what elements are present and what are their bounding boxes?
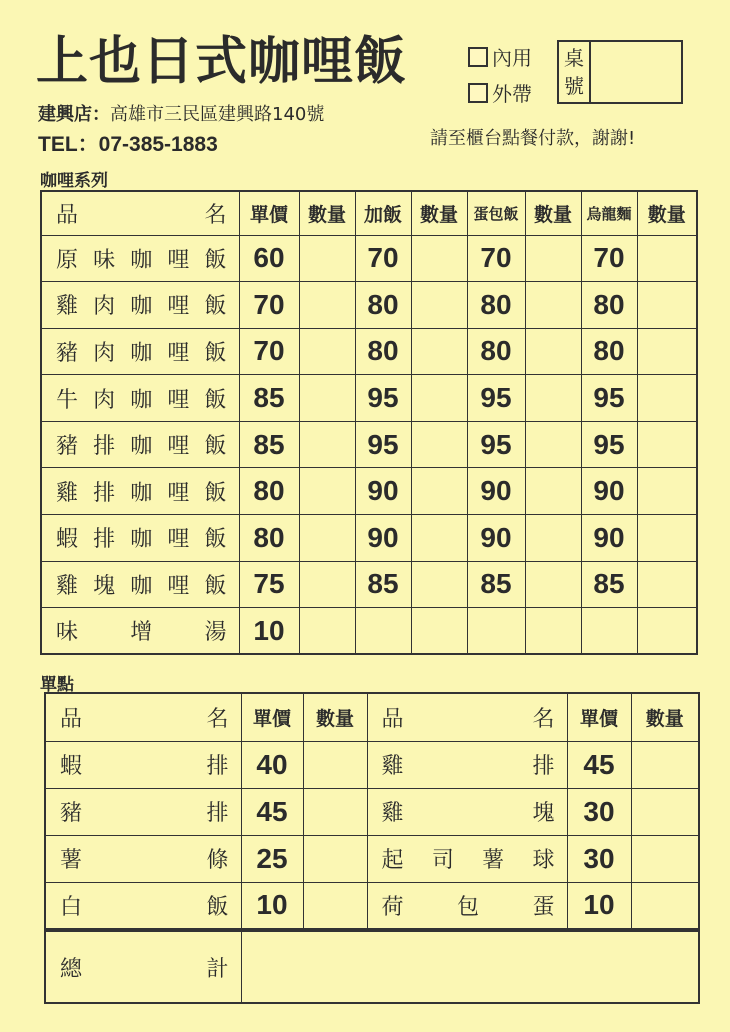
curry-header-1: 單價: [239, 191, 299, 235]
name-char: 哩: [167, 247, 190, 273]
table-number-label: 桌號: [559, 42, 591, 102]
curry-quantity-field[interactable]: [637, 421, 697, 468]
name-char: 包: [456, 894, 479, 920]
curry-price-omurice: 85: [467, 561, 525, 608]
curry-quantity-field[interactable]: [525, 421, 581, 468]
curry-item-name: [41, 468, 239, 515]
curry-quantity-field[interactable]: [525, 235, 581, 282]
curry-quantity-field[interactable]: [525, 375, 581, 422]
curry-quantity-field[interactable]: [411, 375, 467, 422]
name-char: 塊: [93, 573, 116, 599]
table-row: [41, 375, 697, 422]
table-row: [41, 421, 697, 468]
curry-item-name: [41, 375, 239, 422]
curry-quantity-field[interactable]: [525, 515, 581, 562]
curry-price-add-rice: 90: [355, 468, 411, 515]
name-char: 哩: [167, 527, 190, 553]
curry-header-6: 數量: [525, 191, 581, 235]
curry-quantity-field[interactable]: [411, 328, 467, 375]
single-item-price: 10: [567, 882, 631, 929]
name-char: 排: [93, 434, 116, 460]
name-char: 計: [206, 956, 229, 982]
curry-item-name: [41, 328, 239, 375]
name-char: 蛋: [532, 894, 555, 920]
curry-price-add-rice: 70: [355, 235, 411, 282]
curry-price-base: 80: [239, 515, 299, 562]
curry-quantity-field[interactable]: [299, 608, 355, 655]
curry-price-base: 70: [239, 328, 299, 375]
name-char: 飯: [204, 294, 227, 320]
curry-menu-table: [40, 190, 698, 655]
name-char: 雞: [56, 480, 79, 506]
single-header-2: 數量: [303, 693, 367, 741]
curry-price-udon: 95: [581, 421, 637, 468]
single-header-1: 單價: [241, 693, 303, 741]
single-item-name: [367, 788, 567, 835]
name-char: 飯: [204, 387, 227, 413]
curry-price-udon: 90: [581, 515, 637, 562]
curry-quantity-field[interactable]: [411, 561, 467, 608]
curry-quantity-field[interactable]: [299, 375, 355, 422]
curry-item-name-text: [42, 383, 239, 414]
single-item-name-text: [368, 890, 567, 921]
single-header-name-text: [46, 702, 241, 733]
dine-in-checkbox[interactable]: [468, 47, 488, 67]
takeout-checkbox[interactable]: [468, 83, 488, 103]
curry-price-add-rice: 85: [355, 561, 411, 608]
curry-price-add-rice: [355, 608, 411, 655]
curry-quantity-field[interactable]: [299, 468, 355, 515]
curry-price-udon: 85: [581, 561, 637, 608]
curry-price-omurice: 80: [467, 328, 525, 375]
single-item-price: 30: [567, 835, 631, 882]
curry-quantity-field[interactable]: [299, 561, 355, 608]
curry-quantity-field[interactable]: [299, 282, 355, 329]
curry-quantity-field[interactable]: [299, 515, 355, 562]
name-char: 味: [93, 247, 116, 273]
payment-notice: 請至櫃台點餐付款，謝謝!: [430, 128, 636, 149]
total-value-field[interactable]: [241, 931, 699, 1003]
name-char: 咖: [130, 294, 153, 320]
name-char: 味: [56, 620, 79, 646]
curry-price-udon: [581, 608, 637, 655]
single-menu-table: [44, 692, 700, 930]
curry-price-add-rice: 80: [355, 282, 411, 329]
name-char: 飯: [204, 480, 227, 506]
name-char: 雞: [381, 754, 404, 779]
name-char: 咖: [130, 527, 153, 553]
curry-item-name: [41, 561, 239, 608]
curry-item-name: [41, 421, 239, 468]
single-item-name: [367, 882, 567, 929]
curry-price-base: 85: [239, 375, 299, 422]
single-item-name: [45, 835, 241, 882]
name-char: 飯: [204, 434, 227, 460]
name-char: 咖: [130, 247, 153, 273]
name-char: 排: [93, 527, 116, 553]
single-item-price: 10: [241, 882, 303, 929]
name-char: 豬: [56, 340, 79, 366]
curry-item-name: [41, 608, 239, 655]
curry-price-omurice: 80: [467, 282, 525, 329]
single-item-name-text: [46, 843, 241, 874]
curry-price-udon: 80: [581, 282, 637, 329]
single-item-price: 25: [241, 835, 303, 882]
curry-quantity-field[interactable]: [637, 235, 697, 282]
single-section-title: 單點: [40, 675, 74, 695]
curry-price-add-rice: 80: [355, 328, 411, 375]
name-char: 司: [431, 848, 454, 873]
name-char: 名: [206, 706, 229, 732]
name-char: 豬: [60, 801, 83, 826]
name-char: 咖: [130, 573, 153, 599]
curry-item-name: [41, 235, 239, 282]
curry-quantity-field[interactable]: [637, 282, 697, 329]
curry-price-omurice: 90: [467, 515, 525, 562]
name-char: 球: [532, 848, 555, 873]
name-char: 雞: [381, 801, 404, 826]
curry-quantity-field[interactable]: [637, 328, 697, 375]
single-item-name: [45, 882, 241, 929]
curry-price-udon: 95: [581, 375, 637, 422]
table-row: [45, 882, 699, 929]
single-item-name-text: [368, 843, 567, 874]
table-row: [41, 468, 697, 515]
curry-price-add-rice: 95: [355, 375, 411, 422]
name-char: 品: [60, 706, 83, 732]
curry-quantity-field[interactable]: [637, 561, 697, 608]
total-table: [44, 930, 700, 1004]
table-row: [41, 608, 697, 655]
name-char: 飯: [204, 573, 227, 599]
curry-price-base: 70: [239, 282, 299, 329]
curry-header-5: 蛋包飯: [467, 191, 525, 235]
single-header-name: [367, 693, 567, 741]
single-quantity-field[interactable]: [303, 741, 367, 788]
name-char: 飯: [204, 247, 227, 273]
curry-item-name: [41, 515, 239, 562]
curry-item-name-text: [42, 243, 239, 274]
name-char: 白: [60, 894, 83, 920]
single-item-name-text: [46, 749, 241, 780]
takeout-option[interactable]: [468, 78, 532, 107]
curry-quantity-field[interactable]: [637, 375, 697, 422]
single-item-price: 30: [567, 788, 631, 835]
table-row: [41, 235, 697, 282]
curry-header-4: 數量: [411, 191, 467, 235]
single-item-name-text: [46, 796, 241, 827]
curry-quantity-field[interactable]: [299, 421, 355, 468]
name-char: 哩: [167, 387, 190, 413]
curry-header-8: 數量: [637, 191, 697, 235]
curry-price-base: 10: [239, 608, 299, 655]
name-char: 總: [60, 956, 83, 982]
name-char: 名: [204, 202, 227, 228]
dine-in-label: 內用: [492, 46, 532, 70]
single-header-name-text: [368, 702, 567, 733]
name-char: 哩: [167, 294, 190, 320]
store-address-text: 高雄市三民區建興路140號: [110, 104, 325, 125]
single-item-name: [367, 741, 567, 788]
total-label: [46, 952, 241, 983]
name-char: 哩: [167, 340, 190, 366]
table-row: [41, 561, 697, 608]
name-char: 排: [206, 754, 229, 779]
single-item-name: [45, 788, 241, 835]
total-label-cell: [45, 931, 241, 1003]
name-char: 咖: [130, 480, 153, 506]
curry-price-base: 80: [239, 468, 299, 515]
single-item-name: [45, 741, 241, 788]
name-char: 咖: [130, 434, 153, 460]
curry-item-name-text: [42, 429, 239, 460]
single-header-5: 數量: [631, 693, 699, 741]
curry-price-omurice: 70: [467, 235, 525, 282]
curry-item-name-text: [42, 569, 239, 600]
name-char: 起: [381, 848, 404, 873]
curry-header-name-text: [42, 198, 239, 229]
curry-price-add-rice: 90: [355, 515, 411, 562]
name-char: 牛: [56, 387, 79, 413]
name-char: 肉: [93, 387, 116, 413]
curry-section-title: 咖哩系列: [40, 171, 108, 191]
curry-quantity-field[interactable]: [525, 282, 581, 329]
table-row: [45, 741, 699, 788]
single-header-name: [45, 693, 241, 741]
dine-in-option[interactable]: [468, 42, 532, 71]
name-char: 蝦: [60, 754, 83, 779]
curry-quantity-field[interactable]: [525, 328, 581, 375]
name-char: 哩: [167, 480, 190, 506]
table-row: [41, 282, 697, 329]
name-char: 品: [56, 202, 79, 228]
name-char: 飯: [204, 527, 227, 553]
name-char: 哩: [167, 434, 190, 460]
name-char: 排: [532, 754, 555, 779]
name-char: 原: [56, 247, 79, 273]
name-char: 荷: [381, 894, 404, 920]
name-char: 湯: [204, 620, 227, 646]
curry-header-name: [41, 191, 239, 235]
name-char: 哩: [167, 573, 190, 599]
store-phone: TEL：07-385-1883: [38, 133, 218, 156]
curry-quantity-field[interactable]: [411, 235, 467, 282]
curry-header-7: 烏龍麵: [581, 191, 637, 235]
curry-price-udon: 70: [581, 235, 637, 282]
curry-price-udon: 80: [581, 328, 637, 375]
curry-price-add-rice: 95: [355, 421, 411, 468]
name-char: 飯: [204, 340, 227, 366]
curry-quantity-field[interactable]: [411, 468, 467, 515]
curry-item-name-text: [42, 476, 239, 507]
name-char: 咖: [130, 387, 153, 413]
name-char: 肉: [93, 340, 116, 366]
curry-quantity-field[interactable]: [525, 608, 581, 655]
curry-quantity-field[interactable]: [637, 608, 697, 655]
curry-quantity-field[interactable]: [637, 468, 697, 515]
single-item-name: [367, 835, 567, 882]
name-char: 薯: [482, 848, 505, 873]
name-char: 排: [206, 801, 229, 826]
store-branch-label: 建興店：: [38, 104, 110, 125]
curry-price-omurice: 90: [467, 468, 525, 515]
curry-quantity-field[interactable]: [525, 561, 581, 608]
single-quantity-field[interactable]: [631, 835, 699, 882]
single-item-name-text: [46, 890, 241, 921]
table-row: [41, 328, 697, 375]
table-row: [45, 788, 699, 835]
single-item-price: 45: [567, 741, 631, 788]
curry-price-omurice: 95: [467, 375, 525, 422]
single-header-4: 單價: [567, 693, 631, 741]
name-char: 塊: [532, 801, 555, 826]
name-char: 名: [532, 706, 555, 732]
single-item-price: 40: [241, 741, 303, 788]
single-item-price: 45: [241, 788, 303, 835]
table-row: [41, 515, 697, 562]
curry-header-2: 數量: [299, 191, 355, 235]
curry-price-omurice: [467, 608, 525, 655]
curry-quantity-field[interactable]: [299, 328, 355, 375]
curry-item-name-text: [42, 522, 239, 553]
curry-header-3: 加飯: [355, 191, 411, 235]
name-char: 飯: [206, 894, 229, 920]
name-char: 蝦: [56, 527, 79, 553]
store-address: [38, 100, 324, 126]
name-char: 條: [206, 848, 229, 873]
curry-item-name: [41, 282, 239, 329]
curry-quantity-field[interactable]: [299, 235, 355, 282]
single-quantity-field[interactable]: [631, 882, 699, 929]
name-char: 排: [93, 480, 116, 506]
table-number-box[interactable]: [557, 40, 683, 104]
name-char: 薯: [60, 848, 83, 873]
name-char: 咖: [130, 340, 153, 366]
single-quantity-field[interactable]: [303, 882, 367, 929]
table-row: [45, 835, 699, 882]
single-quantity-field[interactable]: [303, 835, 367, 882]
curry-quantity-field[interactable]: [411, 515, 467, 562]
single-quantity-field[interactable]: [631, 788, 699, 835]
curry-item-name-text: [42, 336, 239, 367]
curry-quantity-field[interactable]: [411, 282, 467, 329]
takeout-label: 外帶: [492, 82, 532, 106]
single-quantity-field[interactable]: [303, 788, 367, 835]
curry-price-omurice: 95: [467, 421, 525, 468]
curry-quantity-field[interactable]: [411, 608, 467, 655]
name-char: 肉: [93, 294, 116, 320]
single-quantity-field[interactable]: [631, 741, 699, 788]
name-char: 雞: [56, 573, 79, 599]
curry-price-base: 85: [239, 421, 299, 468]
curry-quantity-field[interactable]: [637, 515, 697, 562]
curry-item-name-text: [42, 615, 239, 646]
curry-item-name-text: [42, 289, 239, 320]
single-item-name-text: [368, 749, 567, 780]
curry-price-base: 75: [239, 561, 299, 608]
curry-price-udon: 90: [581, 468, 637, 515]
curry-quantity-field[interactable]: [411, 421, 467, 468]
page-title: 上也日式咖哩飯: [36, 32, 408, 92]
name-char: 雞: [56, 294, 79, 320]
name-char: 品: [381, 706, 404, 732]
curry-price-base: 60: [239, 235, 299, 282]
curry-quantity-field[interactable]: [525, 468, 581, 515]
name-char: 豬: [56, 434, 79, 460]
single-item-name-text: [368, 796, 567, 827]
name-char: 增: [130, 620, 153, 646]
